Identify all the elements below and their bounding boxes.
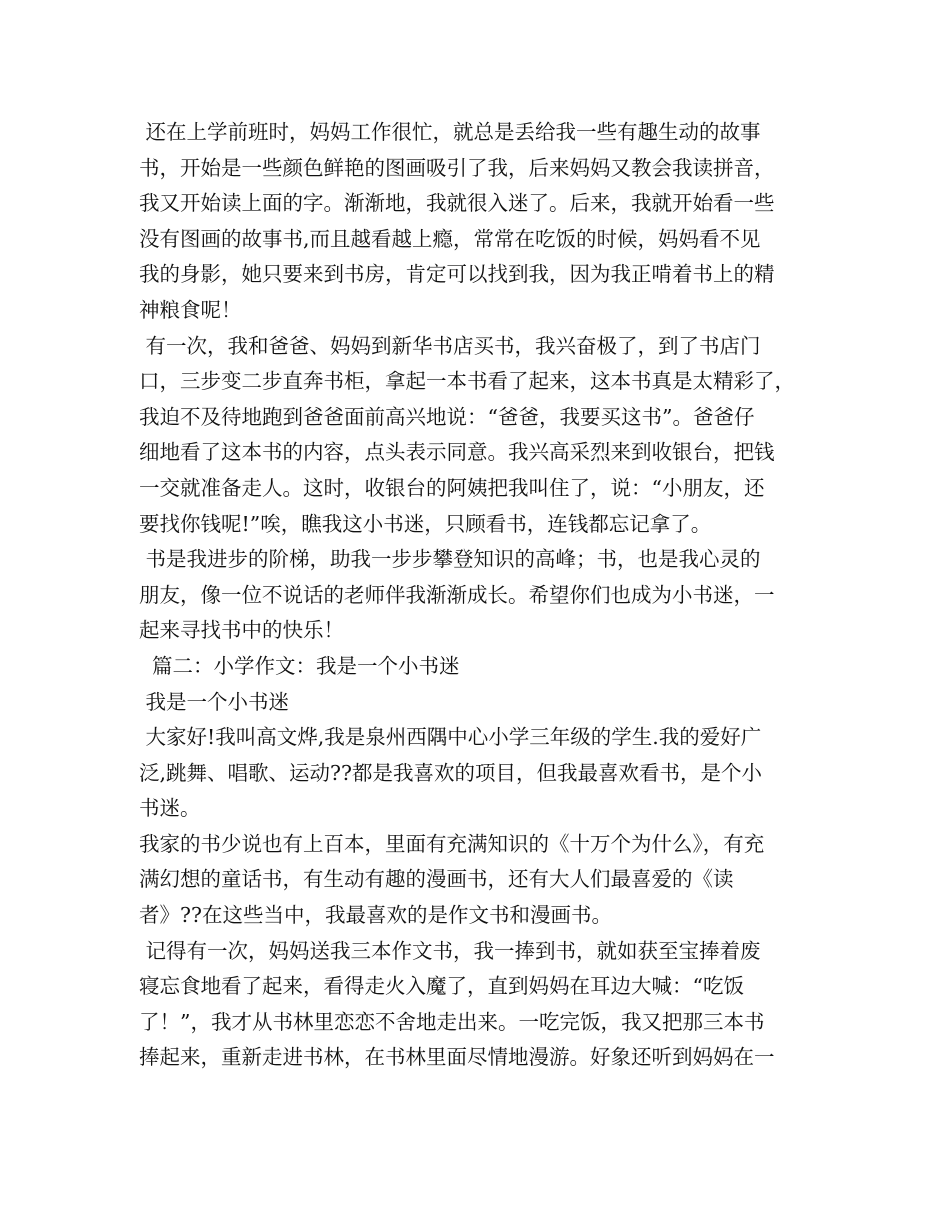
text-line: 泛,跳舞、唱歌、运动??都是我喜欢的项目，但我最喜欢看书，是个小 bbox=[139, 760, 762, 785]
text-line: 细地看了这本书的内容，点头表示同意。我兴高采烈来到收银台，把钱 bbox=[139, 440, 775, 465]
text-line: 我迫不及待地跑到爸爸面前高兴地说：“爸爸，我要买这书”。爸爸仔 bbox=[139, 404, 755, 429]
article-title: 我是一个小书迷 bbox=[139, 689, 290, 714]
text-line: 还在上学前班时，妈妈工作很忙，就总是丢给我一些有趣生动的故事 bbox=[139, 120, 761, 144]
text-line: 了！”，我才从书林里恋恋不舍地走出来。一吃完饭，我又把那三本书 bbox=[139, 1009, 765, 1034]
document-body bbox=[139, 115, 819, 1076]
text-line: 寝忘食地看了起来，看得走火入魔了，直到妈妈在耳边大喊：“吃饭 bbox=[139, 974, 744, 999]
text-line: 满幻想的童话书，有生动有趣的漫画书，还有大人们最喜爱的《读 bbox=[139, 867, 734, 892]
text-line: 大家好!我叫高文烨,我是泉州西隅中心小学三年级的学生.我的爱好广 bbox=[139, 725, 762, 750]
section-heading: 篇二：小学作文：我是一个小书迷 bbox=[139, 653, 460, 678]
text-line: 口，三步变二步直奔书柜，拿起一本书看了起来，这本书真是太精彩了， bbox=[139, 369, 795, 394]
text-line: 神粮食呢！ bbox=[139, 297, 242, 322]
text-line: 一交就准备走人。这时，收银台的阿姨把我叫住了，说：“小朋友，还 bbox=[139, 475, 765, 500]
text-line: 书迷。 bbox=[139, 796, 201, 821]
text-line: 有一次，我和爸爸、妈妈到新华书店买书，我兴奋极了，到了书店门 bbox=[139, 333, 761, 358]
text-line: 朋友，像一位不说话的老师伴我渐渐成长。希望你们也成为小书迷，一 bbox=[139, 582, 775, 607]
text-line: 书，开始是一些颜色鲜艳的图画吸引了我，后来妈妈又教会我读拼音， bbox=[139, 155, 775, 180]
text-line: 捧起来，重新走进书林，在书林里面尽情地漫游。好象还听到妈妈在一 bbox=[139, 1045, 775, 1070]
text-line: 要找你钱呢!”唉，瞧我这小书迷，只顾看书，连钱都忘记拿了。 bbox=[139, 511, 712, 536]
text-line: 记得有一次，妈妈送我三本作文书，我一捧到书，就如获至宝捧着废 bbox=[139, 938, 761, 963]
text-line: 起来寻找书中的快乐！ bbox=[139, 618, 344, 643]
text-line: 我的身影，她只要来到书房，肯定可以找到我，因为我正啃着书上的精 bbox=[139, 262, 775, 287]
text-line: 书是我进步的阶梯，助我一步步攀登知识的高峰；书，也是我心灵的 bbox=[139, 547, 761, 572]
text-line: 我又开始读上面的字。渐渐地，我就很入迷了。后来，我就开始看一些 bbox=[139, 191, 775, 216]
text-line: 者》??在这些当中，我最喜欢的是作文书和漫画书。 bbox=[139, 903, 612, 928]
text-line: 没有图画的故事书,而且越看越上瘾，常常在吃饭的时候，妈妈看不见 bbox=[139, 226, 761, 251]
text-line: 我家的书少说也有上百本，里面有充满知识的《十万个为什么》，有充 bbox=[139, 831, 765, 856]
